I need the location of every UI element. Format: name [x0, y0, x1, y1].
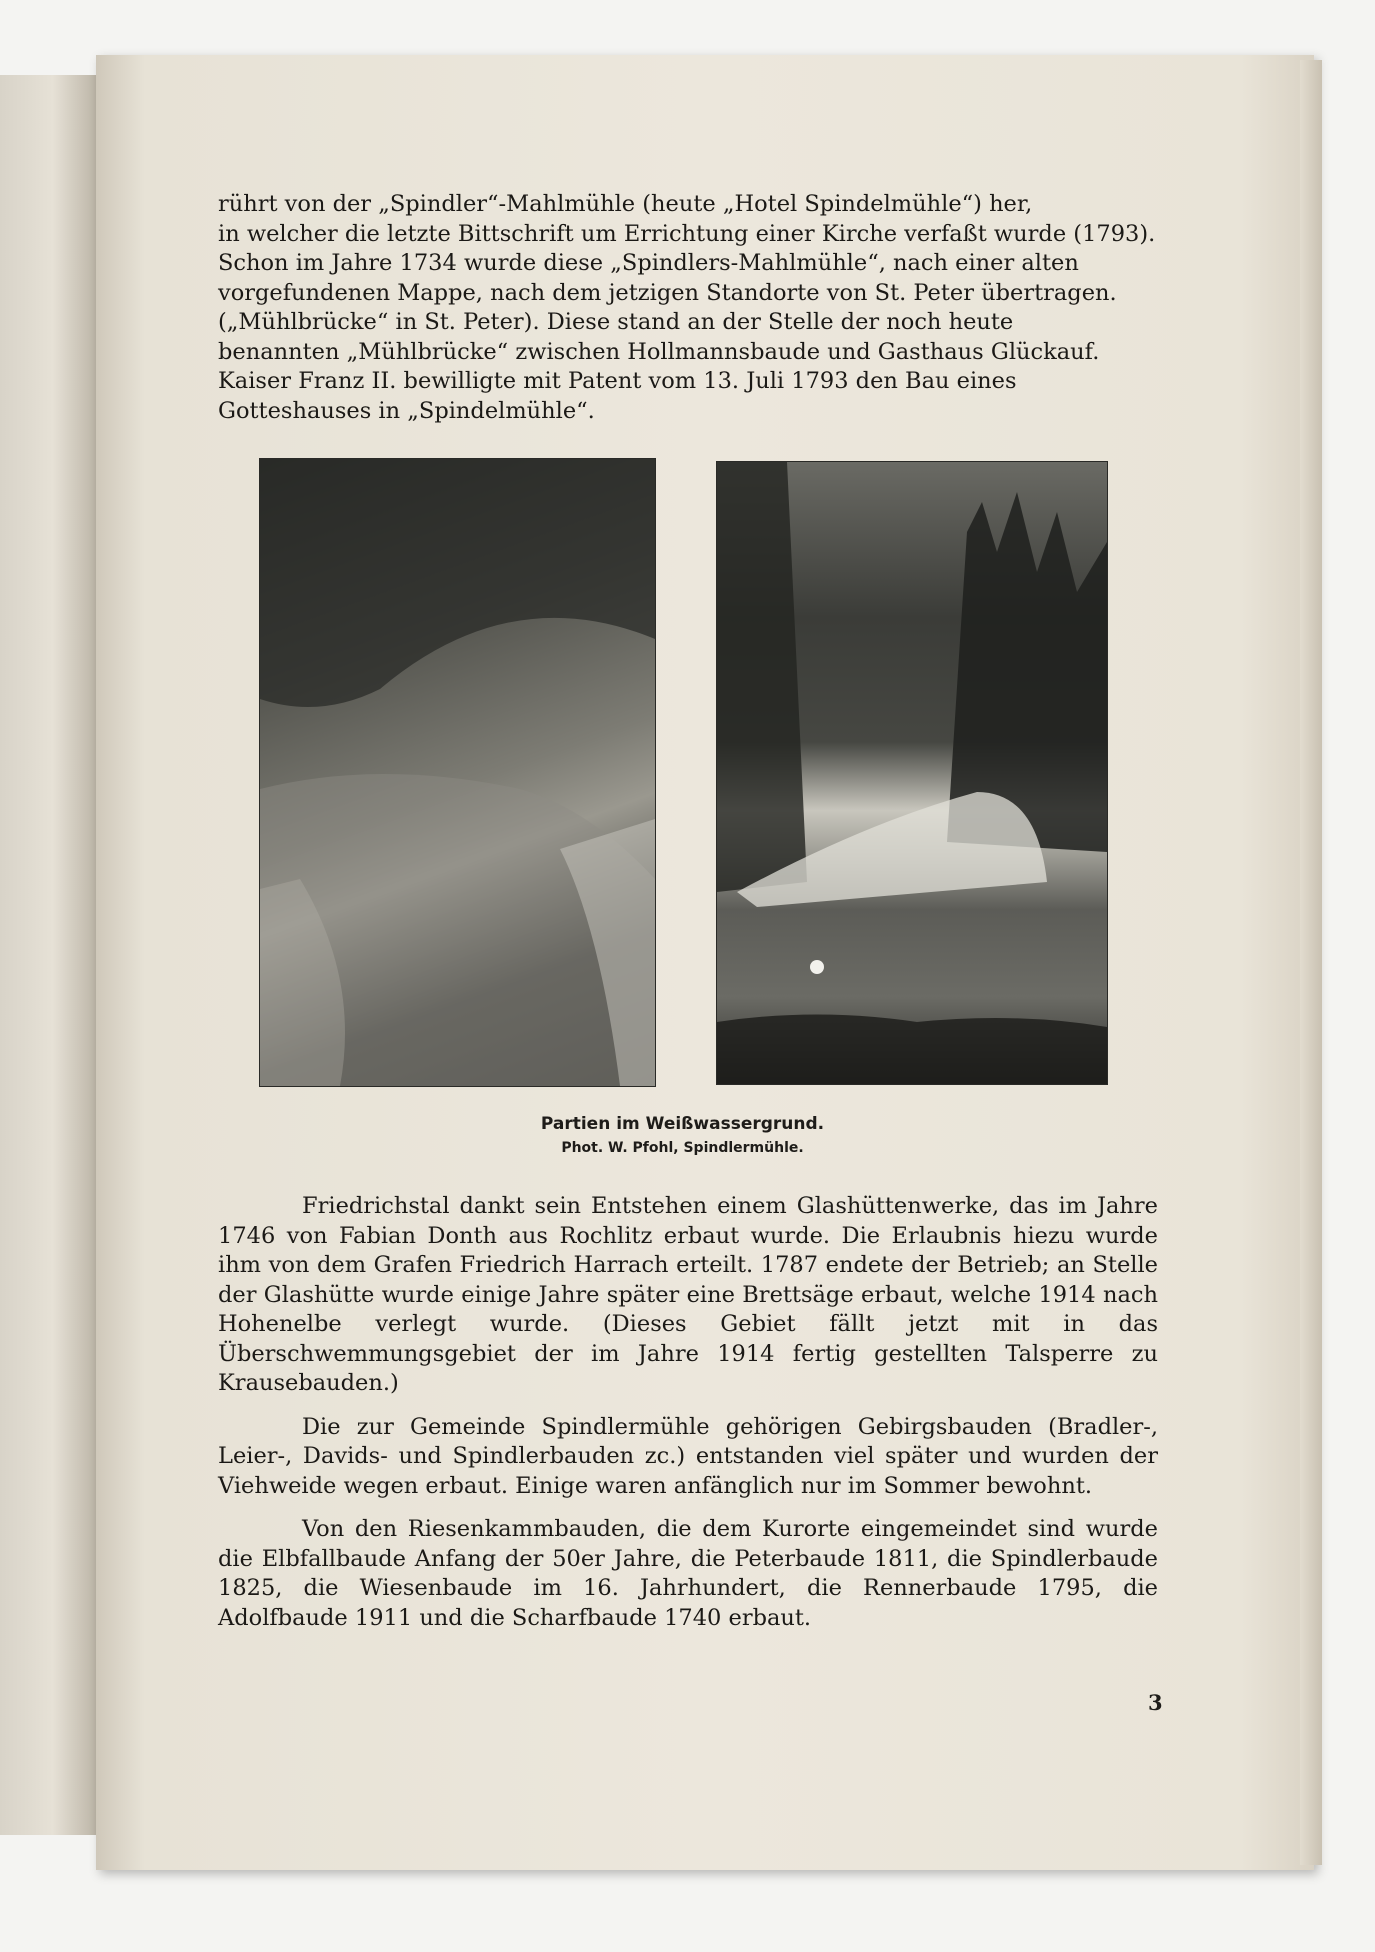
- photo-caption-credit: Phot. W. Pfohl, Spindlermühle.: [561, 1140, 804, 1156]
- waterfall-photo-right: [716, 461, 1108, 1085]
- paragraph-riesenkammbauden: Von den Riesenkammbauden, die dem Kurorte eingemeindet sind wurde die Elbfallbaude Anfang der 50er Jahre, die Peterbaude 1811, die Spindlerbaude 1825, die Wiesenbaude im 16. Jahrhundert, die Rennerbaude 1795, die Adolfbaude 1911 und die Scharfbaude 1740 erbaut.: [218, 1516, 1158, 1631]
- photo-caption-title: Partien im Weißwassergrund.: [540, 1114, 825, 1134]
- top-text-block: [218, 190, 1158, 426]
- text-line: benannten „Mühlbrücke“ zwischen Hollmannsbaude und Gasthaus Glückauf.: [218, 338, 1100, 365]
- waterfall-photo-left: [259, 458, 656, 1087]
- paragraph-friedrichstal: Friedrichstal dankt sein Entstehen einem Glashüttenwerke, das im Jahre 1746 von Fabian Donth aus Rochlitz erbaut wurde. Die Erlaubnis hiezu wurde ihm von dem Grafen Friedrich Harrach erteilt. 1787 endete der Betrieb; an Stelle der Glashütte wurde einige Jahre später eine Brettsäge erbaut, welche 1914 nach Hohenelbe verlegt wurde. (Dieses Gebiet fällt jetzt mit in das Überschwemmungsgebiet der im Jahre 1914 fertig gestellten Talsperre zu Krausebauden.): [218, 1193, 1158, 1396]
- text-line: Gotteshauses in „Spindelmühle“.: [218, 397, 595, 424]
- paragraph-gebirgsbauden: Die zur Gemeinde Spindlermühle gehörigen Gebirgsbauden (Bradler-, Leier-, Davids- und Spindlerbauden zc.) entstanden viel später und wurden der Viehweide wegen erbaut. Einige waren anfänglich nur im Sommer bewohnt.: [218, 1413, 1158, 1499]
- text-line: rührt von der „Spindler“-Mahlmühle (heute „Hotel Spindelmühle“) her,: [218, 191, 1033, 217]
- text-line: Schon im Jahre 1734 wurde diese „Spindlers-Mahlmühle“, nach einer alten: [218, 250, 1079, 276]
- page-stack-edge: [1300, 60, 1322, 1865]
- photo-left-texture: [260, 459, 655, 1086]
- photo-right-texture: [717, 462, 1107, 1084]
- page-number: 3: [1148, 1690, 1163, 1715]
- text-line: vorgefundenen Mappe, nach dem jetzigen Standorte von St. Peter übertragen.: [218, 279, 1117, 306]
- facing-page-edge: [0, 75, 96, 1835]
- text-line: in welcher die letzte Bittschrift um Errichtung einer Kirche verfaßt wurde (1793).: [218, 220, 1156, 247]
- text-line: („Mühlbrücke“ in St. Peter). Diese stand an der Stelle der noch heute: [218, 309, 1014, 335]
- text-line: Kaiser Franz II. bewilligte mit Patent vom 13. Juli 1793 den Bau eines: [218, 368, 1017, 394]
- bottom-text-block: [218, 1192, 1158, 1633]
